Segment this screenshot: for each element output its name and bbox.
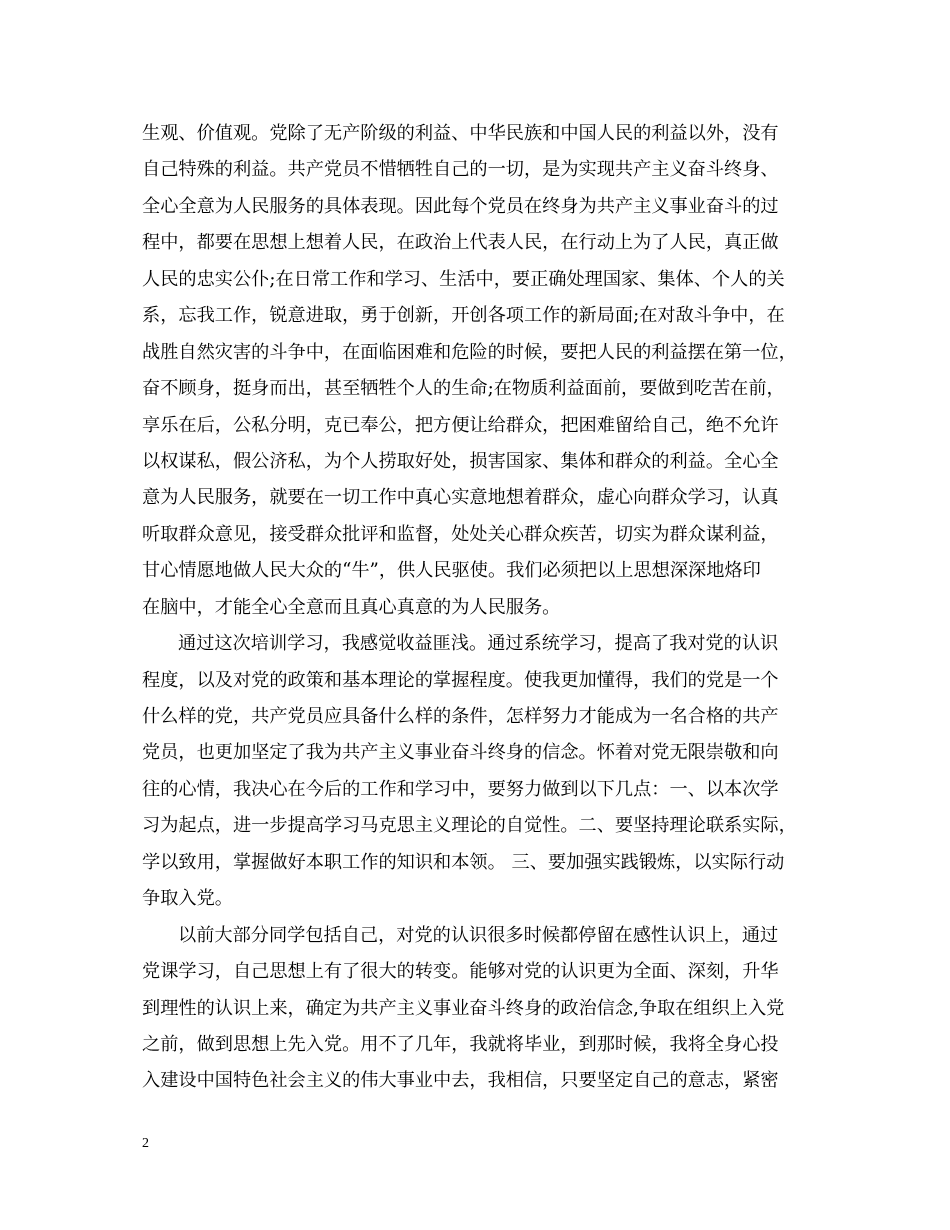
text-line: 意为人民服务，就要在一切工作中真心实意地想着群众，虚心向群众学习，认真 [142,487,779,509]
text-line: 生观、价值观。党除了无产阶级的利益、中华民族和中国人民的利益以外，没有 [142,123,779,144]
text-line: 学以致用，掌握做好本职工作的知识和本领。 三、要加强实践锻炼，以实际行动 [142,851,785,873]
text-line: 系，忘我工作，锐意进取，勇于创新，开创各项工作的新局面;在对敌斗争中，在 [142,305,785,327]
text-line: 听取群众意见，接受群众批评和监督，处处关心群众疾苦，切实为群众谋利益， [142,523,779,545]
text-line: 自己特殊的利益。共产党员不惜牺牲自己的一切，是为实现共产主义奋斗终身、 [142,159,779,181]
text-line: 人民的忠实公仆;在日常工作和学习、生活中，要正确处理国家、集体、个人的关 [142,268,785,290]
page-body [142,116,822,1100]
text-line: 享乐在后，公私分明，克已奉公，把方便让给群众，把困难留给自己，绝不允许 [142,414,779,436]
text-line: 程度，以及对党的政策和基本理论的掌握程度。使我更加懂得，我们的党是一个 [142,669,779,691]
page-number: 2 [142,1136,149,1151]
text-line: 甘心情愿地做人民大众的“牛”，供人民驱使。我们必须把以上思想深深地烙印 [142,560,761,582]
text-line: 习为起点，进一步提高学习马克思主义理论的自觉性。二、要坚持理论联系实际， [142,815,797,837]
text-line: 之前，做到思想上先入党。用不了几年，我就将毕业，到那时候，我将全身心投 [142,1033,779,1055]
text-line: 入建设中国特色社会主义的伟大事业中去，我相信，只要坚定自己的意志，紧密 [142,1070,779,1092]
text-line: 到理性的认识上来，确定为共产主义事业奋斗终身的政治信念,争取在组织上入党 [142,997,785,1019]
text-line: 奋不顾身，挺身而出，甚至牺牲个人的生命;在物质利益面前，要做到吃苦在前， [142,378,785,400]
text-line: 争取入党。 [142,888,233,910]
text-line: 往的心情，我决心在今后的工作和学习中，要努力做到以下几点：一、以本次学 [142,778,779,800]
text-line: 战胜自然灾害的斗争中，在面临困难和危险的时候，要把人民的利益摆在第一位， [142,341,797,363]
text-line: 什么样的党，共产党员应具备什么样的条件，怎样努力才能成为一名合格的共产 [142,706,779,727]
paragraph-first-line: 通过这次培训学习，我感觉收益匪浅。通过系统学习，提高了我对党的认识 [178,633,779,655]
text-line: 党员，也更加坚定了我为共产主义事业奋斗终身的信念。怀着对党无限崇敬和向 [142,742,779,764]
paragraph-first-line: 以前大部分同学包括自己，对党的认识很多时候都停留在感性认识上，通过 [178,924,779,946]
text-line: 党课学习，自己思想上有了很大的转变。能够对党的认识更为全面、深刻，升华 [142,961,779,983]
text-line: 以权谋私，假公济私，为个人捞取好处，损害国家、集体和群众的利益。全心全 [142,450,779,472]
text-line: 全心全意为人民服务的具体表现。因此每个党员在终身为共产主义事业奋斗的过 [142,195,779,217]
text-line: 在脑中，才能全心全意而且真心真意的为人民服务。 [142,596,561,618]
text-line: 程中，都要在思想上想着人民，在政治上代表人民，在行动上为了人民，真正做 [142,232,779,254]
